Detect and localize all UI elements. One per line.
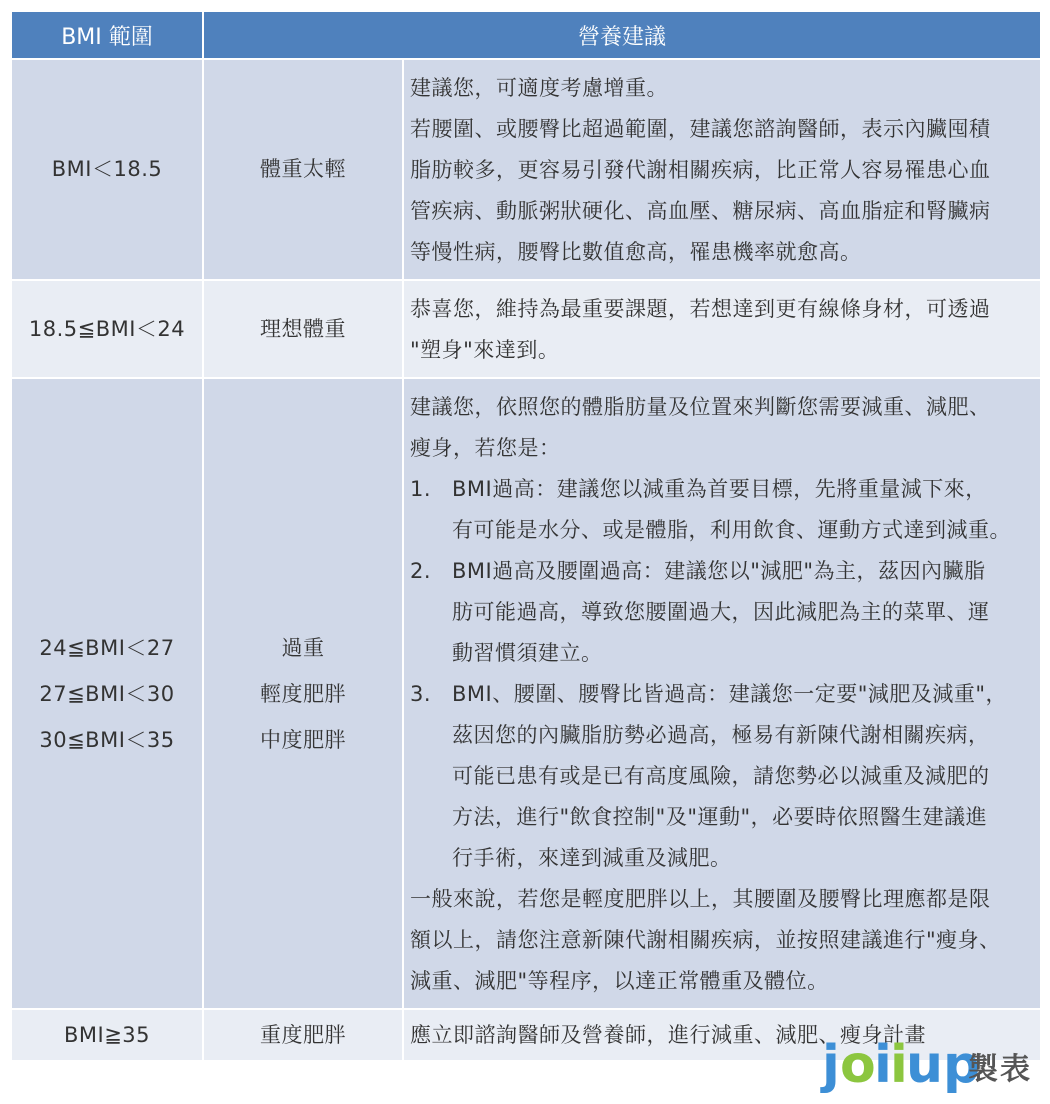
advice-line: 管疾病、動脈粥狀硬化、高血壓、糖尿病、高血脂症和腎臟病 bbox=[410, 199, 991, 223]
list-line: 方法，進行"飲食控制"及"運動"，必要時依照醫生建議進 bbox=[452, 805, 988, 829]
svg-text:up: up bbox=[906, 1035, 981, 1095]
list-number: 1. bbox=[410, 477, 432, 501]
table-row bbox=[11, 378, 1041, 1009]
category-text: 中度肥胖 bbox=[260, 727, 346, 752]
svg-text:j: j bbox=[822, 1035, 840, 1095]
bmi-range-text: 24≦BMI＜27 bbox=[39, 635, 175, 660]
svg-text:i: i bbox=[874, 1035, 892, 1095]
list-line: BMI過高及腰圍過高：建議您以"減肥"為主，茲因內臟脂 bbox=[452, 559, 986, 583]
svg-text:o: o bbox=[840, 1035, 876, 1095]
category-cell bbox=[203, 59, 403, 280]
list-item bbox=[410, 469, 1040, 551]
advice-line: 一般來說，若您是輕度肥胖以上，其腰圍及腰臀比理應都是限 bbox=[410, 887, 991, 911]
list-line: 可能已患有或是已有高度風險，請您勢必以減重及減肥的 bbox=[452, 764, 990, 788]
list-line: 行手術，來達到減重及減肥。 bbox=[452, 846, 732, 870]
advice-cell bbox=[403, 378, 1041, 1009]
bmi-range-text: 27≦BMI＜30 bbox=[39, 681, 175, 706]
table-row bbox=[11, 59, 1041, 280]
list-line: 有可能是水分、或是體脂，利用飲食、運動方式達到減重。 bbox=[452, 518, 1011, 542]
advice-list bbox=[410, 469, 1040, 879]
advice-line: 瘦身，若您是： bbox=[410, 436, 561, 460]
table-header-row bbox=[11, 11, 1041, 59]
category-text: 重度肥胖 bbox=[260, 1023, 346, 1047]
bmi-advice-table bbox=[10, 10, 1042, 1062]
bmi-range-text: 18.5≦BMI＜24 bbox=[28, 316, 186, 341]
category-cell bbox=[203, 280, 403, 378]
joiiup-logo-mark bbox=[822, 1030, 981, 1100]
bmi-range-cell bbox=[11, 280, 203, 378]
svg-text:i: i bbox=[890, 1035, 908, 1095]
list-line: 肪可能過高，導致您腰圍過大，因此減肥為主的菜單、運 bbox=[452, 600, 990, 624]
list-line: BMI、腰圍、腰臀比皆過高：建議您一定要"減肥及減重"， bbox=[452, 682, 1008, 706]
category-text: 輕度肥胖 bbox=[260, 681, 346, 706]
advice-line: 建議您，依照您的體脂肪量及位置來判斷您需要減重、減肥、 bbox=[410, 395, 991, 419]
advice-line: 額以上，請您注意新陳代謝相關疾病，並按照建議進行"瘦身、 bbox=[410, 928, 1001, 952]
advice-cell bbox=[403, 59, 1041, 280]
bmi-range-text: BMI≧35 bbox=[63, 1023, 151, 1047]
header-nutrition-advice: 營養建議 bbox=[203, 11, 1041, 59]
category-text: 理想體重 bbox=[260, 316, 346, 341]
bmi-range-cell bbox=[11, 1009, 203, 1061]
list-line: 茲因您的內臟脂肪勢必過高，極易有新陳代謝相關疾病， bbox=[452, 723, 990, 747]
bmi-range-text: BMI＜18.5 bbox=[51, 157, 163, 181]
category-cell bbox=[203, 1009, 403, 1061]
header-bmi-range: BMI 範圍 bbox=[11, 11, 203, 59]
joiiup-logo bbox=[822, 1030, 1032, 1100]
advice-line: "塑身"來達到。 bbox=[410, 338, 560, 362]
bmi-range-cell bbox=[11, 59, 203, 280]
advice-line: 恭喜您，維持為最重要課題，若想達到更有線條身材，可透過 bbox=[410, 297, 991, 321]
advice-line: 建議您，可適度考慮增重。 bbox=[410, 76, 668, 100]
advice-line: 若腰圍、或腰臀比超過範圍，建議您諮詢醫師，表示內臟囤積 bbox=[410, 117, 991, 141]
advice-line: 應立即諮詢醫師及營養師，進行減重、減肥、瘦身計畫 bbox=[410, 1023, 926, 1047]
table-row bbox=[11, 280, 1041, 378]
list-line: 動習慣須建立。 bbox=[452, 641, 603, 665]
list-number: 3. bbox=[410, 682, 432, 706]
bmi-range-text: 30≦BMI＜35 bbox=[39, 727, 175, 752]
advice-line: 等慢性病，腰臀比數值愈高，罹患機率就愈高。 bbox=[410, 240, 862, 264]
list-number: 2. bbox=[410, 559, 432, 583]
advice-line: 減重、減肥"等程序，以達正常體重及體位。 bbox=[410, 969, 829, 993]
list-item bbox=[410, 551, 1040, 674]
bmi-range-cell bbox=[11, 378, 203, 1009]
list-line: BMI過高：建議您以減重為首要目標，先將重量減下來， bbox=[452, 477, 987, 501]
category-cell bbox=[203, 378, 403, 1009]
advice-cell bbox=[403, 280, 1041, 378]
list-item bbox=[410, 674, 1040, 879]
logo-suffix-text: 製表 bbox=[968, 1052, 1032, 1087]
category-text: 體重太輕 bbox=[260, 157, 346, 181]
category-text: 過重 bbox=[281, 635, 325, 660]
advice-line: 脂肪較多，更容易引發代謝相關疾病，比正常人容易罹患心血 bbox=[410, 158, 991, 182]
